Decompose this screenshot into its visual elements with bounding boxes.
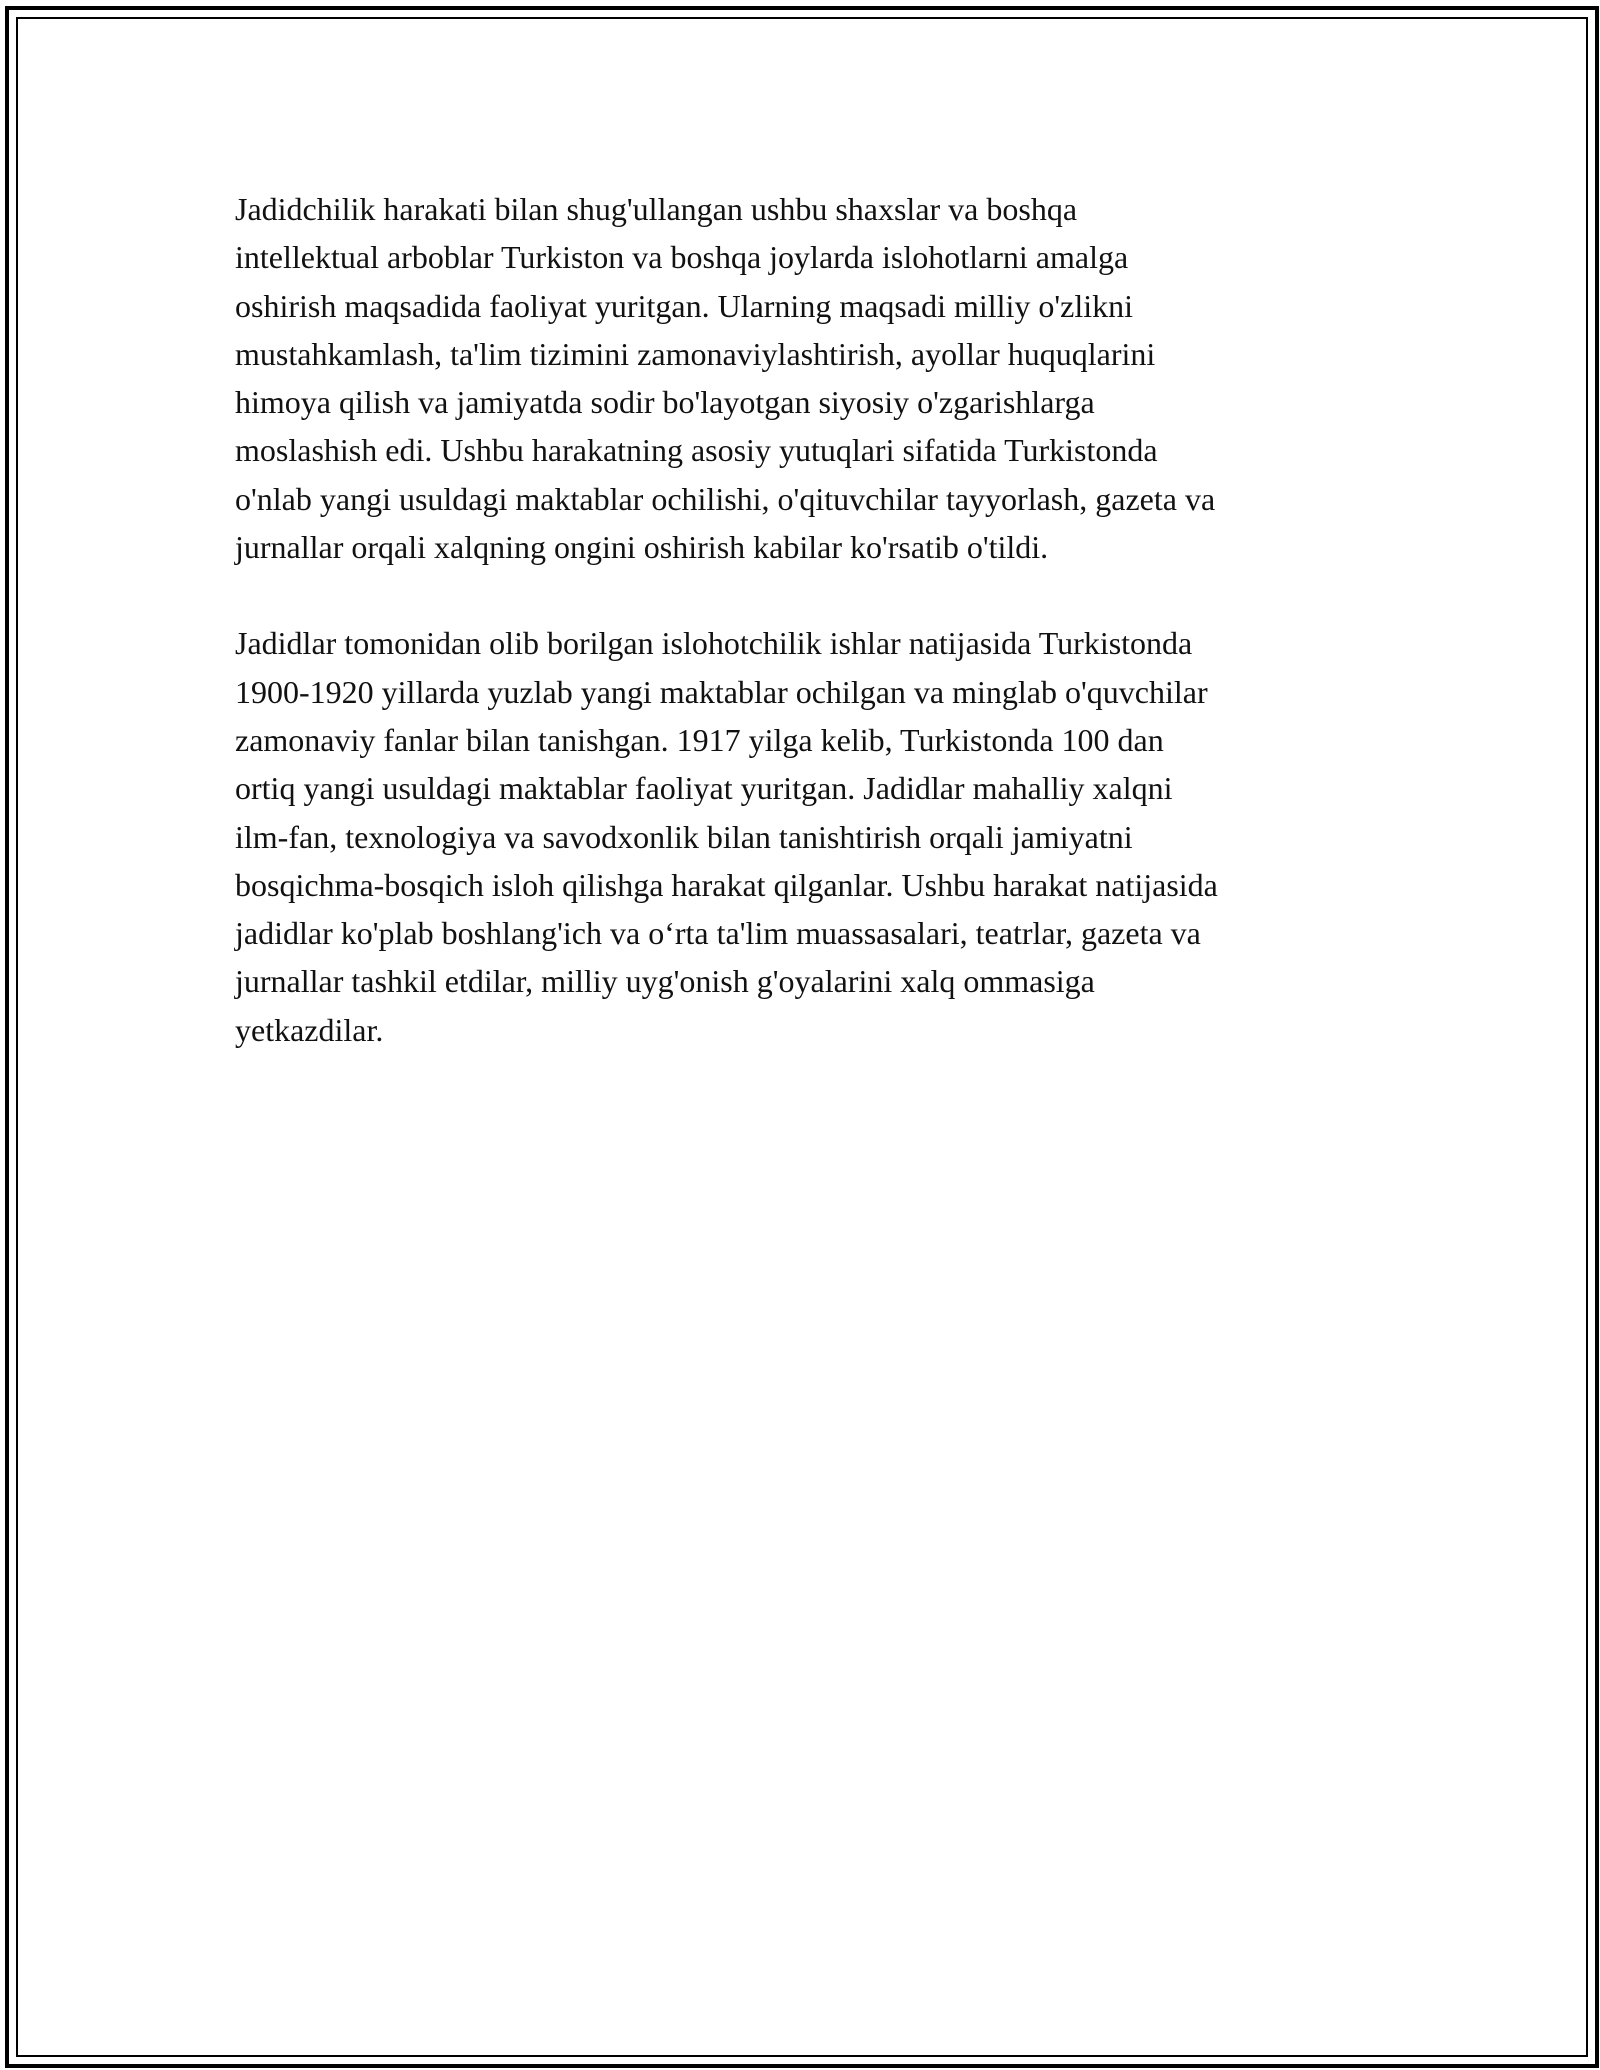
- paragraph-2: Jadidlar tomonidan olib borilgan islohotchilik ishlar natijasida Turkistonda 1900-1920 yillarda yuzlab yangi maktablar ochilgan va minglab o'quvchilar zamonaviy fanlar bilan tanishgan. 1917 yilga kelib, Turkistonda 100 dan ortiq yangi usuldagi maktablar faoliyat yuritgan. Jadidlar mahalliy xalqni ilm-fan, texnologiya va savodxonlik bilan tanishtirish orqali jamiyatni bosqichma-bosqich isloh qilishga harakat qilganlar. Ushbu harakat natijasida jadidlar ko'plab boshlang'ich va o‘rta ta'lim muassasalari, teatrlar, gazeta va jurnallar tashkil etdilar, milliy uyg'onish g'oyalarini xalq ommasiga yetkazdilar.: [235, 625, 1218, 1048]
- paragraph-1: Jadidchilik harakati bilan shug'ullangan ushbu shaxslar va boshqa intellektual arboblar Turkiston va boshqa joylarda islohotlarni amalga oshirish maqsadida faoliyat yuritgan. Ularning maqsadi milliy o'zlikni mustahkamlash, ta'lim tizimini zamonaviylashtirish, ayollar huquqlarini himoya qilish va jamiyatda sodir bo'layotgan siyosiy o'zgarishlarga moslashish edi. Ushbu harakatning asosiy yutuqlari sifatida Turkistonda o'nlab yangi usuldagi maktablar ochilishi, o'qituvchilar tayyorlash, gazeta va jurnallar orqali xalqning ongini oshirish kabilar ko'rsatib o'tildi.: [235, 191, 1216, 566]
- document-body: [235, 185, 1370, 1102]
